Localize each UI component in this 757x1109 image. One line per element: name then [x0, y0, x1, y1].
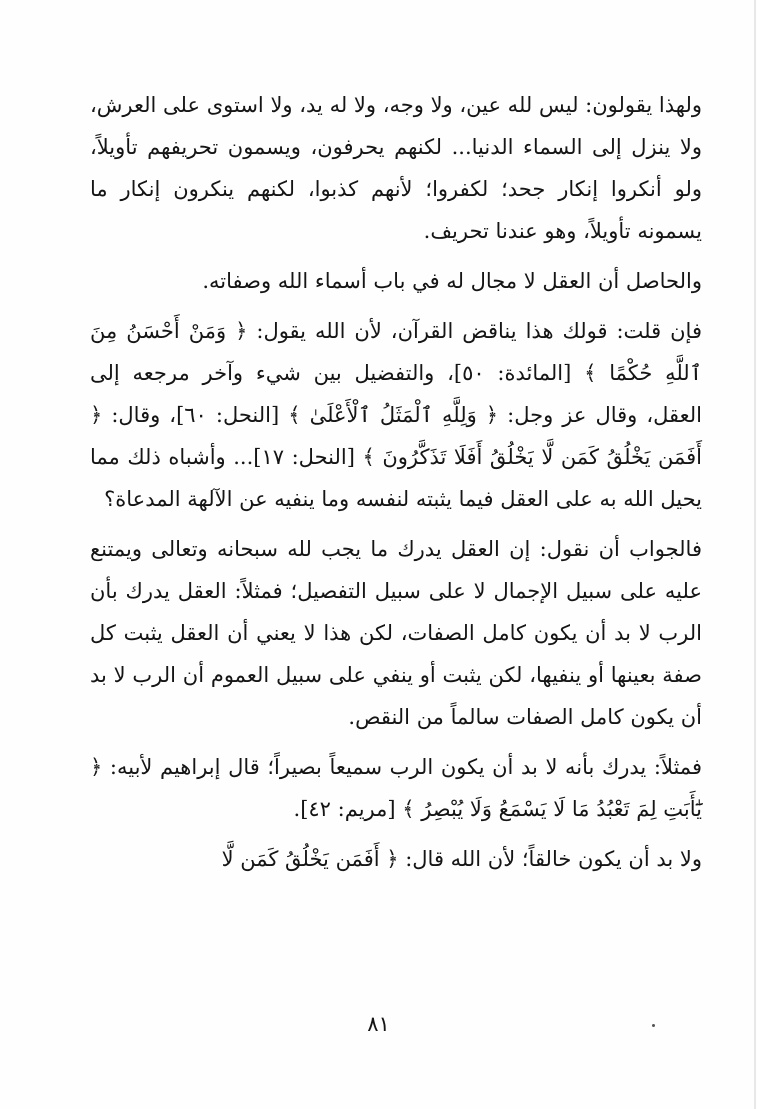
paragraph-example-hearing: فمثلاً: يدرك بأنه لا بد أن يكون الرب سميعاً بصيراً؛ قال إبراهيم لأبيه: ﴿ يَٰٓأَبَتِ لِمَ تَعْبُدُ مَا لَا يَسْمَعُ وَلَا يُبْصِرُ ﴾ [مريم: ٤٢]. — [90, 755, 702, 821]
page-number: ٨١ — [367, 1012, 390, 1036]
paragraph-example-creator: ولا بد أن يكون خالقاً؛ لأن الله قال: ﴿ أَفَمَن يَخْلُقُ كَمَن لَّا — [221, 847, 702, 871]
scan-edge — [754, 0, 756, 1109]
paragraph-tahrif: ولهذا يقولون: ليس لله عين، ولا وجه، ولا له يد، ولا استوى على العرش، ولا ينزل إلى السماء الدنيا... لكنهم يحرفون، ويسمون تحريفهم تأويلاً، ولو أنكروا إنكار جحد؛ لكفروا؛ لأنهم كذبوا، لكنهم ينكرون إنكار ما يسمونه تأويلاً، وهو عندنا تحريف. — [90, 93, 702, 243]
scan-speck — [652, 1024, 655, 1027]
paragraph-answer: فالجواب أن نقول: إن العقل يدرك ما يجب لله سبحانه وتعالى ويمتنع عليه على سبيل الإجمال لا على سبيل التفصيل؛ فمثلاً: العقل يدرك بأن الرب لا بد أن يكون كامل الصفات، لكن هذا لا يعني أن العقل يثبت كل صفة بعينها أو ينفيها، لكن يثبت أو ينفي على سبيل العموم أن الرب لا بد أن يكون كامل الصفات سالماً من النقص. — [90, 537, 702, 729]
paragraph-objection: فإن قلت: قولك هذا يناقض القرآن، لأن الله يقول: ﴿ وَمَنْ أَحْسَنُ مِنَ ٱللَّهِ حُكْمًا ﴾ [المائدة: ٥٠]، والتفضيل بين شيء وآخر مرجعه إلى العقل، وقال عز وجل: ﴿ وَلِلَّهِ ٱلْمَثَلُ ٱلْأَعْلَىٰ ﴾ [النحل: ٦٠]، وقال: ﴿ أَفَمَن يَخْلُقُ كَمَن لَّا يَخْلُقُ أَفَلَا تَذَكَّرُونَ ﴾ [النحل: ١٧]... وأشباه ذلك مما يحيل الله به على العقل فيما يثبته لنفسه وما ينفيه عن الآلهة المدعاة؟ — [90, 319, 703, 511]
page-body — [90, 84, 702, 880]
paragraph-conclusion: والحاصل أن العقل لا مجال له في باب أسماء الله وصفاته. — [202, 269, 702, 293]
